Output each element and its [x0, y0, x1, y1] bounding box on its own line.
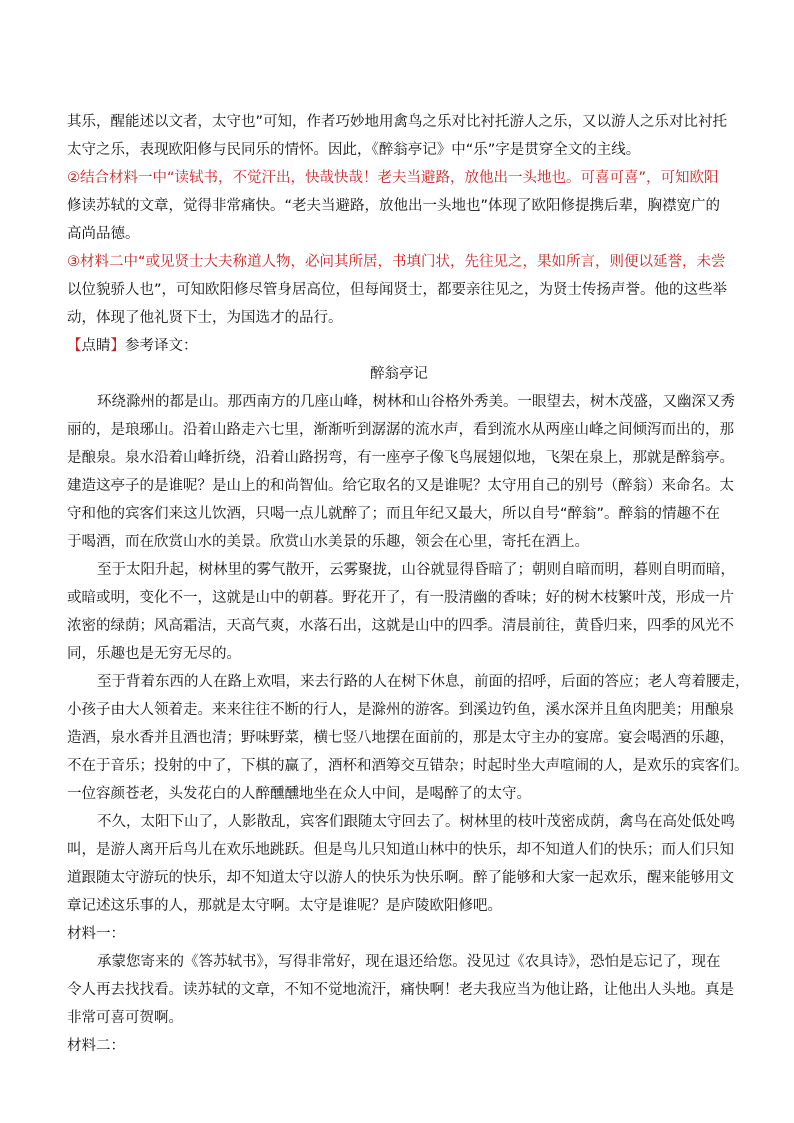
text-line: 于喝酒，而在欣赏山水的美景。欣赏山水美景的乐趣，领会在心里，寄托在酒上。 [67, 534, 589, 550]
text-line: 令人再去找找看。读苏轼的文章，不知不觉地流汗，痛快啊！老夫我应当为他让路，让他出人头地。真是 [67, 982, 734, 998]
text-line: 建造这亭子的是谁呢？是山上的和尚智仙。给它取名的又是谁呢？太守用自己的别号（醉翁）来命名。太 [67, 478, 734, 494]
text-line: 浓密的绿荫；风高霜洁，天高气爽，水落石出，这就是山中的四季。清晨前往，黄昏归来，四季的风光不 [67, 618, 734, 634]
text-line: ③材料二中“或见贤士大夫称道人物，必问其所居，书填门状，先往见之，果如所言，则便以延誉，未尝 [67, 254, 726, 270]
text-line: 环绕滁州的都是山。那西南方的几座山峰，树林和山谷格外秀美。一眼望去，树木茂盛，又幽深又秀 [97, 394, 735, 410]
text-line: 叫，是游人离开后鸟儿在欢乐地跳跃。但是鸟儿只知道山林中的快乐，却不知道人们的快乐；而人们只知 [67, 842, 734, 858]
text-line: 章记述这乐事的人，那就是太守啊。太守是谁呢？是庐陵欧阳修吧。 [67, 898, 502, 914]
text-line: 不在于音乐；投射的中了，下棋的赢了，酒杯和酒筹交互错杂；时起时坐大声喧闹的人，是欢乐的宾客们。 [67, 758, 749, 774]
text-line: 守和他的宾客们来这儿饮酒，只喝一点儿就醉了；而且年纪又最大，所以自号“醉翁”。醉翁的情趣不在 [67, 506, 721, 522]
text-line: ②结合材料一中“读轼书，不觉汗出，快哉快哉！老夫当避路，放他出一头地也。可喜可喜”，可知欧阳 [67, 170, 719, 186]
section-title: 醉翁亭记 [370, 366, 428, 382]
dianjing-rest: 参考译文： [125, 338, 198, 354]
text-line: 动，体现了他礼贤下士，为国选才的品行。 [67, 310, 343, 326]
text-line: 是酿泉。泉水沿着山峰折绕，沿着山路拐弯，有一座亭子像飞鸟展翅似地，飞架在泉上，那就是醉翁亭。 [67, 450, 734, 466]
text-line: 太守之乐，表现欧阳修与民同乐的情怀。因此，《醉翁亭记》中“乐”字是贯穿全文的主线。 [67, 142, 641, 158]
text-line: 修读苏轼的文章，觉得非常痛快。“老夫当避路，放他出一头地也”体现了欧阳修提携后辈，胸襟宽广的 [67, 198, 721, 214]
text-line: 不久，太阳下山了，人影散乱，宾客们跟随太守回去了。树林里的枝叶茂密成荫，禽鸟在高处低处鸣 [97, 814, 735, 830]
text-line: 其乐，醒能述以文者，太守也”可知，作者巧妙地用禽鸟之乐对比衬托游人之乐，又以游人之乐对比衬托 [67, 114, 728, 130]
text-line: 以位貌骄人也”，可知欧阳修尽管身居高位，但每闻贤士，都要亲往见之，为贤士传扬声誉。他的这些举 [67, 282, 728, 298]
text-line: 材料一： [67, 926, 125, 942]
text-line: 承蒙您寄来的《答苏轼书》，写得非常好，现在退还给您。没见过《农具诗》，恐怕是忘记了，现在 [97, 954, 721, 970]
text-line: 造酒，泉水香并且酒也清；野味野菜，横七竖八地摆在面前的，那是太守主办的宴席。宴会喝酒的乐趣， [67, 730, 734, 746]
text-line: 或暗或明，变化不一，这就是山中的朝暮。野花开了，有一股清幽的香味；好的树木枝繁叶茂，形成一片 [67, 590, 734, 606]
text-line: 小孩子由大人领着走。来来往往不断的行人，是滁州的游客。到溪边钓鱼，溪水深并且鱼肉肥美；用酿泉 [67, 702, 734, 718]
text-line: 非常可喜可贺啊。 [67, 1010, 183, 1026]
text-line: 至于背着东西的人在路上欢唱，来去行路的人在树下休息，前面的招呼，后面的答应；老人弯着腰走， [97, 674, 750, 690]
text-line: 同，乐趣也是无穷无尽的。 [67, 646, 241, 662]
text-line [67, 336, 198, 356]
dianjing-label: 【 [67, 338, 82, 354]
text-line: 高尚品德。 [67, 226, 140, 242]
dianjing-bracket: 】 [110, 338, 125, 354]
text-line: 至于太阳升起，树林里的雾气散开，云雾聚拢，山谷就显得昏暗了；朝则自暗而明，暮则自明而暗， [97, 562, 735, 578]
text-line: 一位容颜苍老，头发花白的人醉醺醺地坐在众人中间，是喝醉了的太守。 [67, 786, 531, 802]
dianjing-text: 点睛 [81, 338, 111, 354]
text-line: 丽的，是琅琊山。沿着山路走六七里，渐渐听到潺潺的流水声，看到流水从两座山峰之间倾泻而出的，那 [67, 422, 734, 438]
text-line: 材料二： [67, 1038, 125, 1054]
text-line: 道跟随太守游玩的快乐，却不知道太守以游人的快乐为快乐啊。醉了能够和大家一起欢乐，醒来能够用文 [67, 870, 734, 886]
